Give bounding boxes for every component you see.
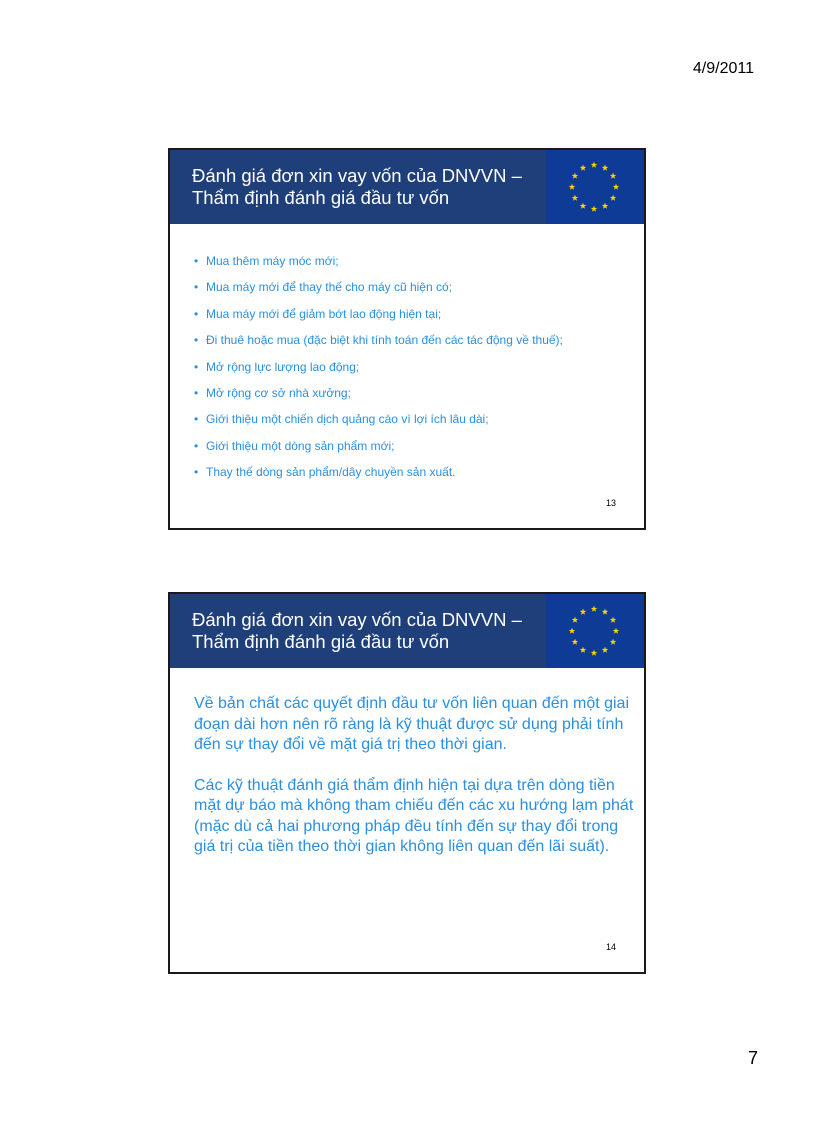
slide-title [170, 609, 544, 653]
flag-star [572, 617, 578, 623]
page-number: 7 [747, 1048, 758, 1068]
slide-title-line-2: Thẩm định đánh giá đầu tư vốn [192, 187, 450, 208]
bullet-list [170, 224, 644, 486]
flag-star [591, 206, 597, 212]
bullet-item: • Giới thiệu một chiến dịch quảng cáo vì lợi ích lâu dài; [194, 406, 644, 432]
slide-header [170, 594, 644, 668]
page-date: 4/9/2011 [692, 60, 754, 77]
flag-star [613, 628, 619, 634]
flag-star [572, 639, 578, 645]
flag-star [610, 195, 616, 201]
slide-13 [168, 148, 646, 530]
bullet-item: • Mở rộng lực lượng lao động; [194, 354, 644, 380]
slide-header [170, 150, 644, 224]
flag-star [580, 609, 586, 615]
flag-star [569, 184, 575, 190]
bullet-item: • Mua thêm máy móc mới; [194, 248, 644, 274]
flag-star [613, 184, 619, 190]
bullet-item: • Giới thiệu một dòng sản phẩm mới; [194, 433, 644, 459]
flag-star [580, 203, 586, 209]
slide-title-line-2: Thẩm định đánh giá đầu tư vốn [192, 631, 450, 652]
bullet-item: • Mở rộng cơ sở nhà xưởng; [194, 380, 644, 406]
eu-flag-icon [546, 594, 644, 668]
flag-star [591, 606, 597, 612]
flag-star [602, 203, 608, 209]
eu-flag-icon [546, 150, 644, 224]
slide-14 [168, 592, 646, 974]
flag-star [602, 647, 608, 653]
bullet-item: • Mua máy mới để giảm bớt lao động hiện tại; [194, 301, 644, 327]
slide-number: 14 [605, 942, 616, 952]
flag-star [610, 639, 616, 645]
flag-star [580, 165, 586, 171]
flag-star [602, 165, 608, 171]
bullet-item: • Thay thế dòng sản phẩm/dây chuyền sản xuất. [194, 459, 644, 485]
slide-title-line-1: Đánh giá đơn xin vay vốn của DNVVN – [192, 609, 522, 630]
flag-star [610, 617, 616, 623]
paragraph: Về bản chất các quyết định đầu tư vốn liên quan đến một giai đoạn dài hơn nên rõ ràng là kỹ thuật được sử dụng phải tính đến sự thay đổi về mặt giá trị theo thời gian. [194, 695, 630, 753]
slide-title [170, 165, 544, 209]
bullet-item: • Mua máy mới để thay thế cho máy cũ hiện có; [194, 274, 644, 300]
bullet-item: • Đi thuê hoặc mua (đặc biệt khi tính toán đến các tác động về thuế); [194, 327, 644, 353]
flag-star [572, 173, 578, 179]
slide-number: 13 [605, 498, 616, 508]
slide-title-line-1: Đánh giá đơn xin vay vốn của DNVVN – [192, 165, 522, 186]
flag-star [602, 609, 608, 615]
paragraph: Các kỹ thuật đánh giá thẩm định hiện tại dựa trên dòng tiền mặt dự báo mà không tham chiếu đến các xu hướng lạm phát (mặc dù cả hai phương pháp đều tính đến sự thay đổi trong giá trị của tiền theo thời gian không liên quan đến lãi suất). [194, 776, 634, 855]
flag-star [610, 173, 616, 179]
flag-star [569, 628, 575, 634]
flag-star [591, 650, 597, 656]
flag-star [591, 162, 597, 168]
flag-star [572, 195, 578, 201]
flag-star [580, 647, 586, 653]
